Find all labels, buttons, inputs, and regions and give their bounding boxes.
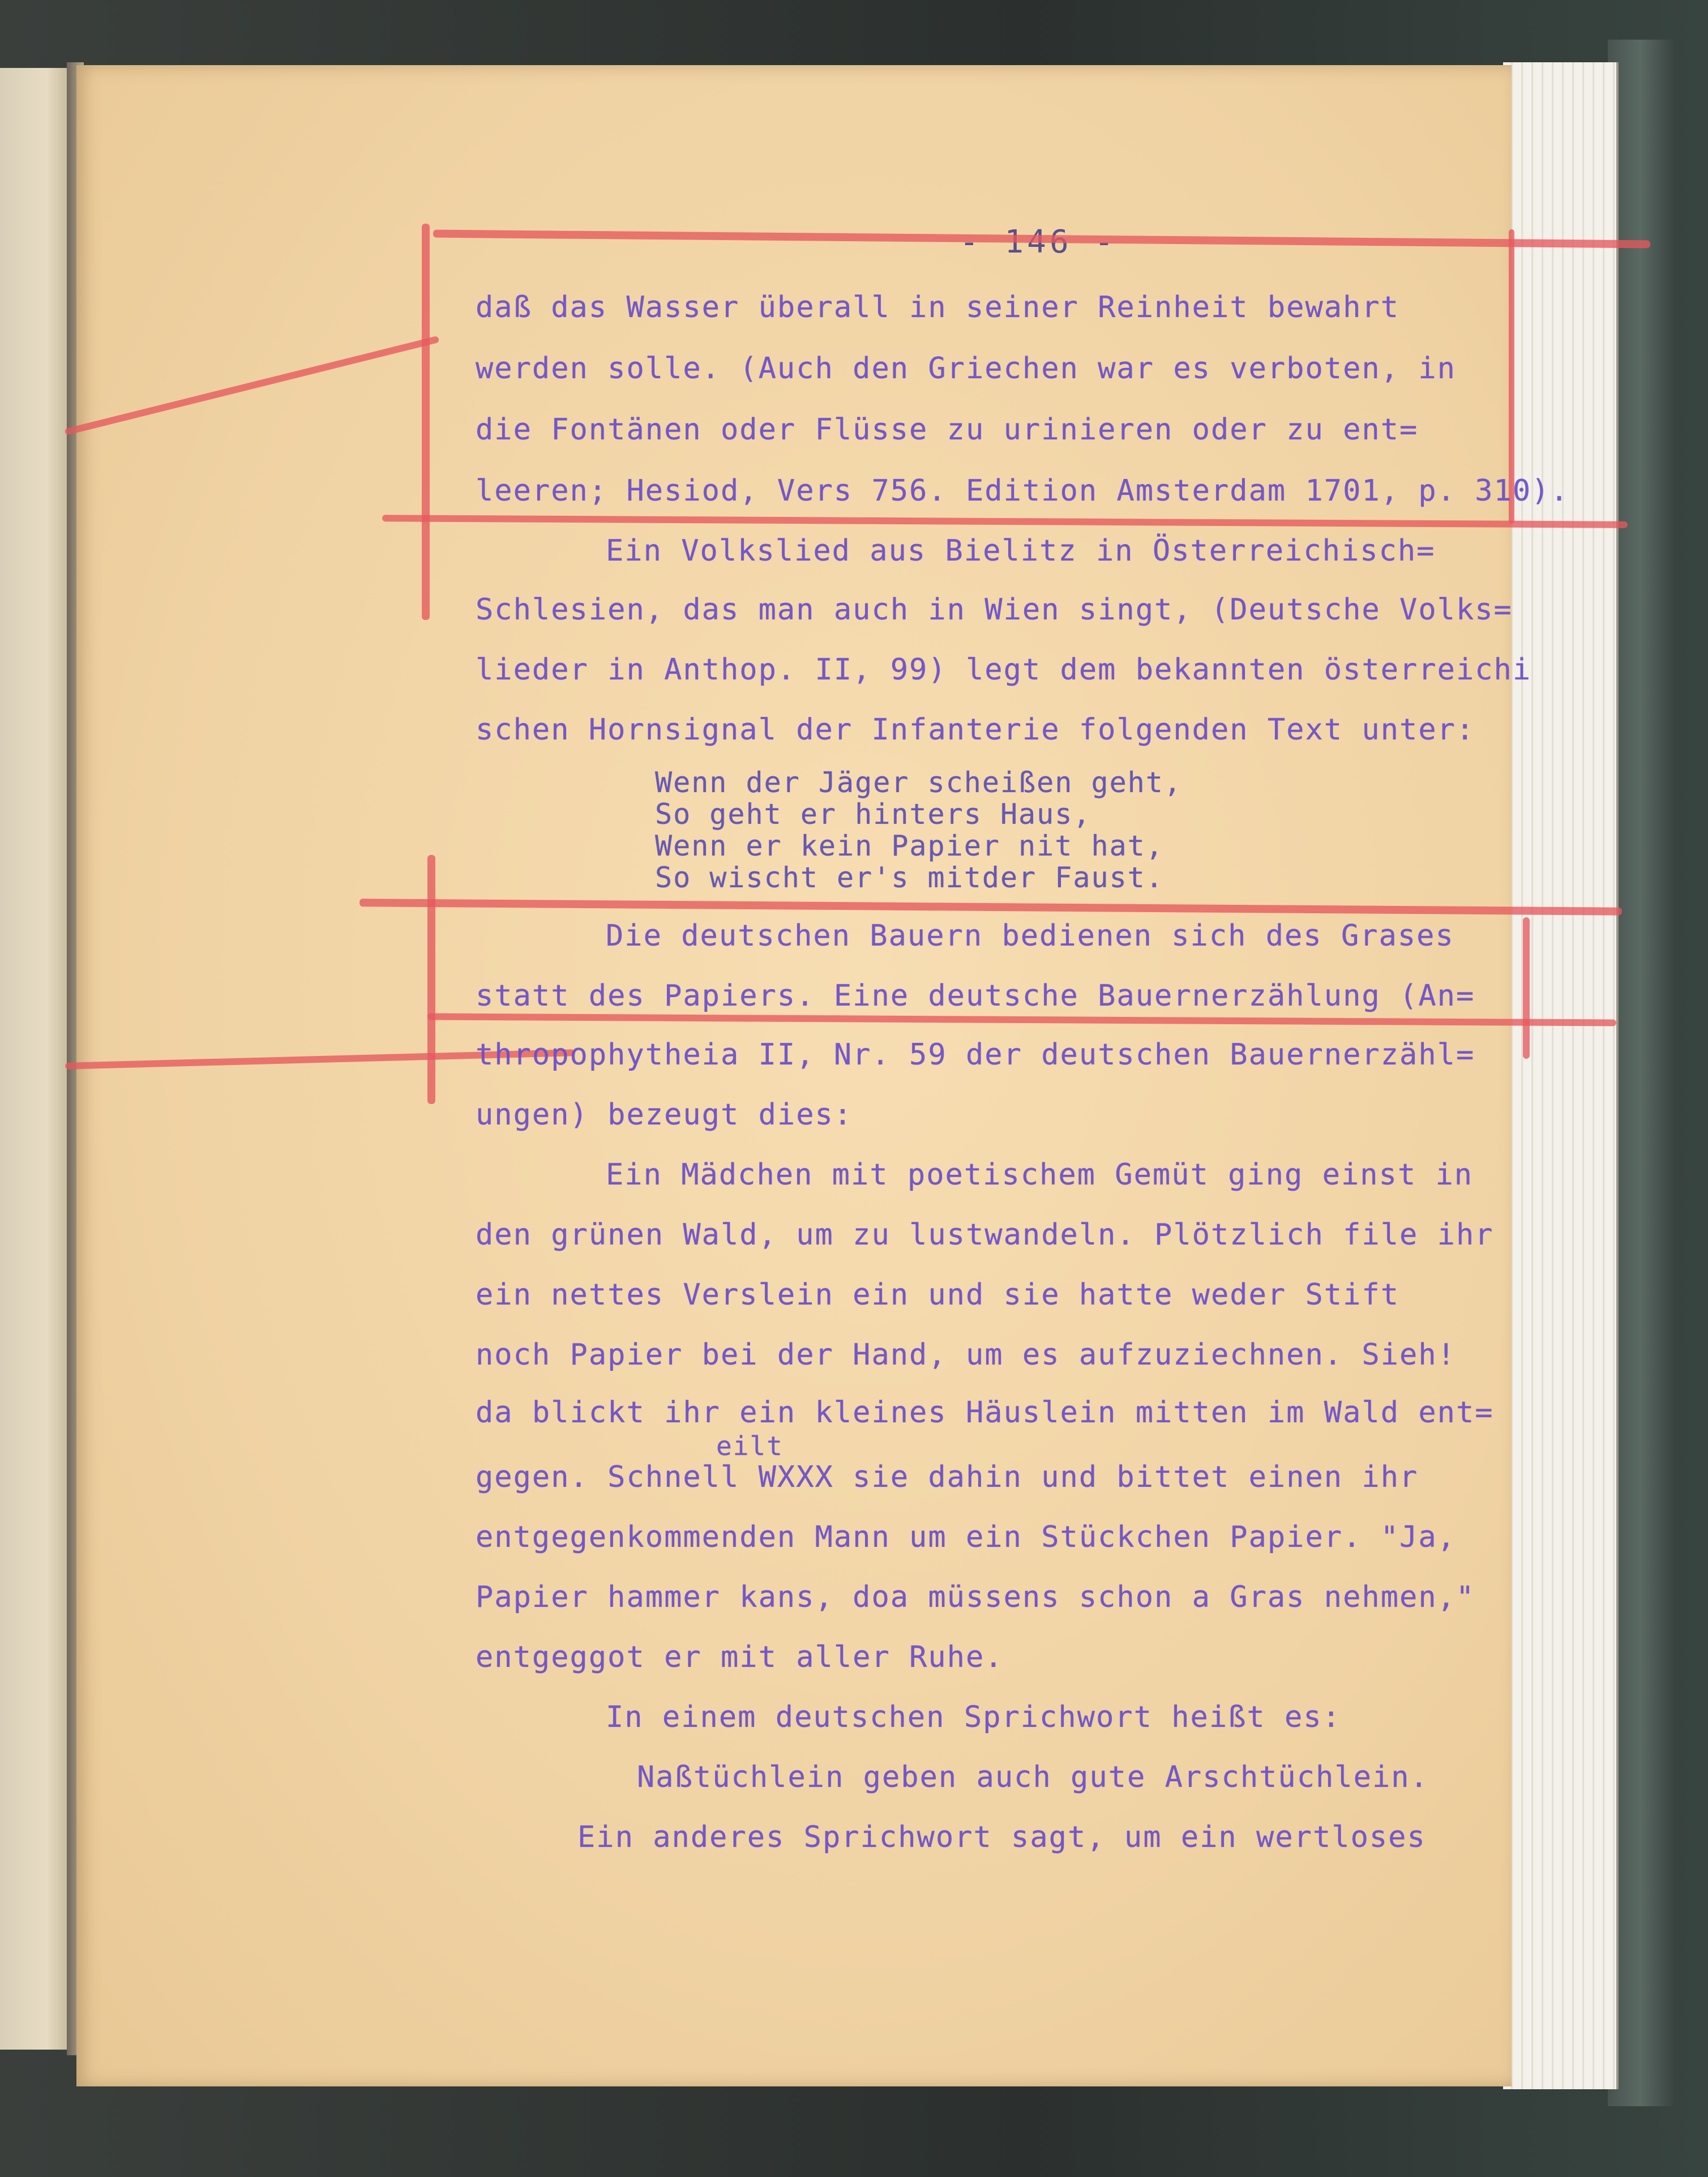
text-line: thropophytheia II, Nr. 59 der deutschen Bauernerzähl=: [476, 1038, 1475, 1072]
text-line: ein nettes Verslein ein und sie hatte weder Stift: [476, 1278, 1400, 1312]
left-page-edge: [0, 68, 69, 2050]
red-pencil-mark: [1523, 917, 1530, 1059]
red-pencil-mark: [422, 224, 430, 620]
text-line: noch Papier bei der Hand, um es aufzuziechnen. Sieh!: [476, 1338, 1456, 1372]
text-line: Schlesien, das man auch in Wien singt, (Deutsche Volks=: [476, 593, 1513, 627]
text-line: schen Hornsignal der Infanterie folgenden Text unter:: [476, 713, 1475, 747]
verse-line: So geht er hinters Haus,: [655, 798, 1091, 831]
text-line: Papier hammer kans, doa müssens schon a Gras nehmen,": [476, 1580, 1475, 1614]
text-line: leeren; Hesiod, Vers 756. Edition Amsterdam 1701, p. 310).: [476, 474, 1569, 508]
text-line: werden solle. (Auch den Griechen war es verboten, in: [476, 352, 1456, 386]
verse-line: So wischt er's mitder Faust.: [655, 861, 1164, 894]
text-line: In einem deutschen Sprichwort heißt es:: [606, 1700, 1341, 1734]
red-pencil-mark: [427, 855, 435, 1104]
text-line: Ein anderes Sprichwort sagt, um ein wertloses: [577, 1820, 1426, 1854]
text-line: lieder in Anthop. II, 99) legt dem bekannten österreichi: [476, 653, 1532, 687]
text-line: Die deutschen Bauern bedienen sich des Grases: [606, 919, 1454, 953]
text-line: die Fontänen oder Flüsse zu urinieren oder zu ent=: [476, 413, 1419, 447]
red-pencil-mark: [382, 515, 1628, 528]
text-line: gegen. Schnell WXXX sie dahin und bittet einen ihr: [476, 1460, 1419, 1494]
verse-line: Wenn er kein Papier nit hat,: [655, 829, 1164, 862]
text-line: Ein Mädchen mit poetischem Gemüt ging einst in: [606, 1158, 1474, 1192]
text-line: Naßtüchlein geben auch gute Arschtüchlein.: [637, 1760, 1429, 1794]
red-pencil-mark: [359, 899, 1622, 916]
text-line: den grünen Wald, um zu lustwandeln. Plötzlich file ihr: [476, 1218, 1494, 1252]
text-line: Ein Volkslied aus Bielitz in Österreichisch=: [606, 534, 1436, 568]
page-stack-edges: [1503, 62, 1619, 2089]
verse-line: Wenn der Jäger scheißen geht,: [655, 766, 1182, 799]
red-pencil-mark: [65, 336, 440, 435]
text-line: da blickt ihr ein kleines Häuslein mitten im Wald ent=: [476, 1396, 1494, 1430]
interlinear-correction: eilt: [716, 1431, 784, 1461]
text-line: daß das Wasser überall in seiner Reinheit bewahrt: [476, 290, 1400, 324]
text-line: statt des Papiers. Eine deutsche Bauernerzählung (An=: [476, 979, 1475, 1013]
text-line: entgeggot er mit aller Ruhe.: [476, 1640, 1004, 1674]
document-page: [76, 65, 1569, 2086]
red-pencil-mark: [427, 1013, 1616, 1027]
text-line: entgegenkommenden Mann um ein Stückchen Papier. "Ja,: [476, 1520, 1456, 1554]
text-line: ungen) bezeugt dies:: [476, 1098, 853, 1132]
